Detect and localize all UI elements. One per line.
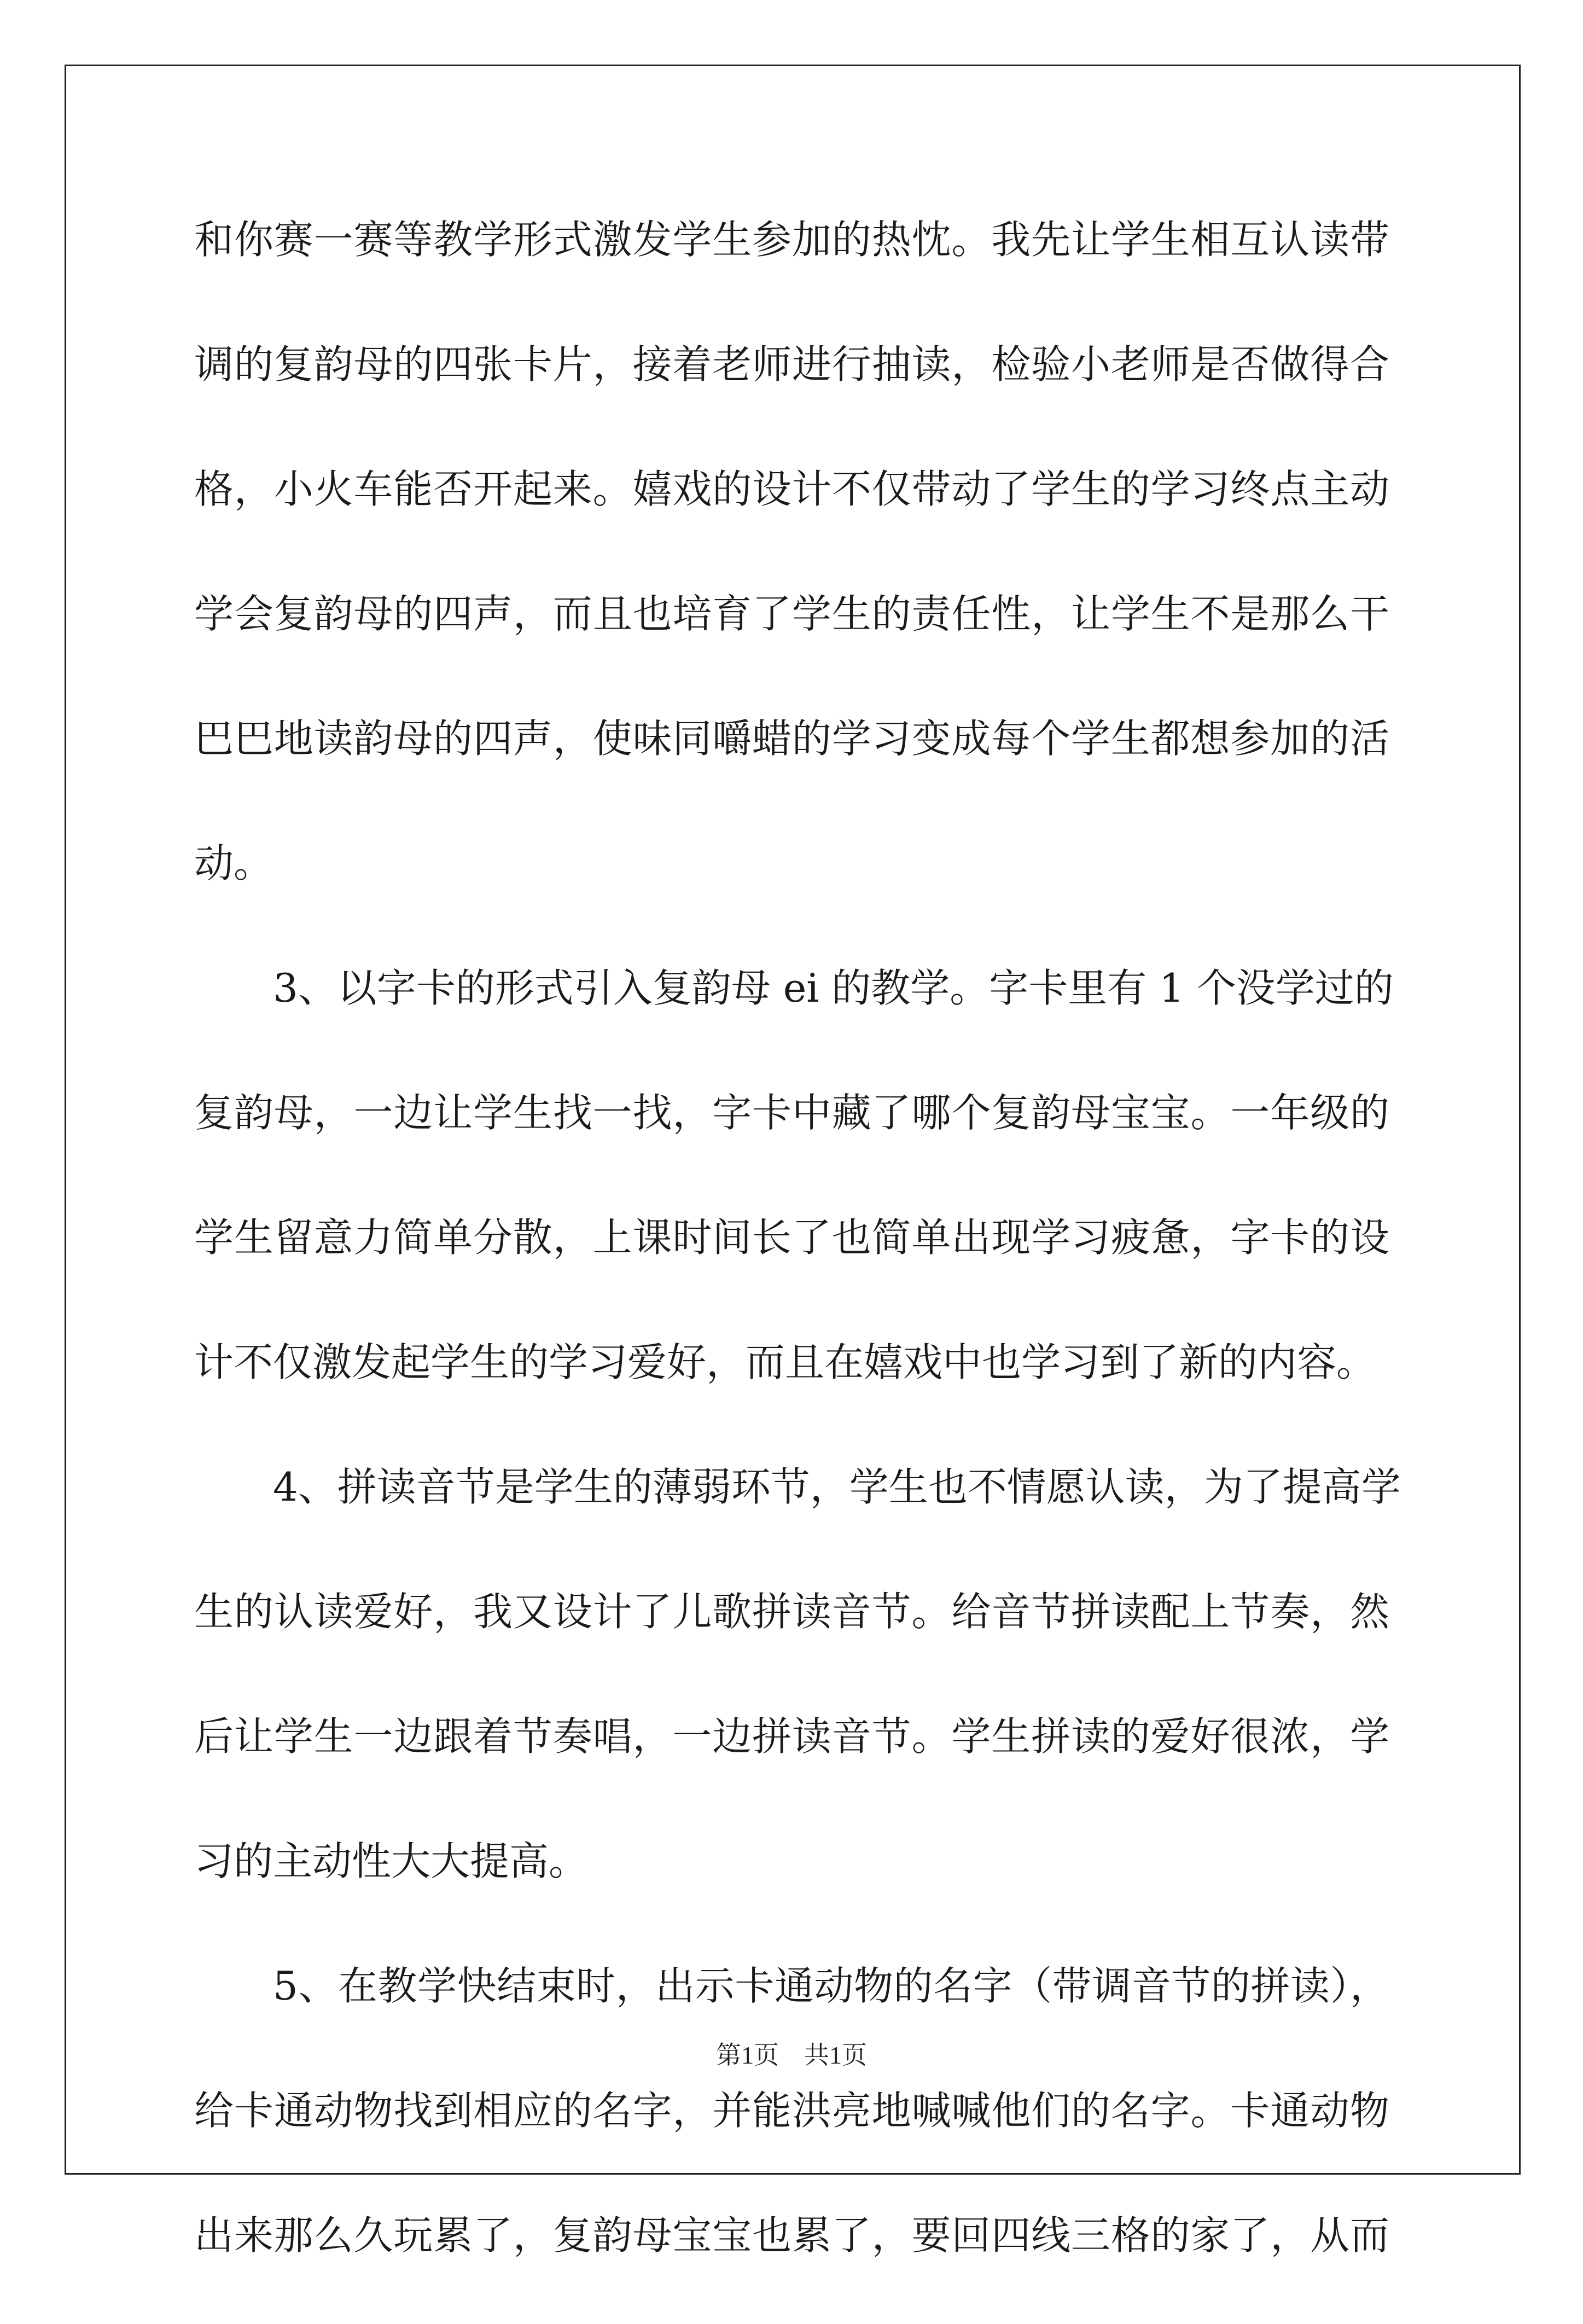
paragraph-4-line-3: 出来那么久玩累了，复韵母宝宝也累了，要回四线三格的家了，从而 xyxy=(194,2212,1389,2258)
paragraph-1-line-4: 学会复韵母的四声，而且也培育了学生的责任性，让学生不是那么干 xyxy=(194,591,1389,637)
paragraph-2-line-3: 学生留意力简单分散，上课时间长了也简单出现学习疲惫，字卡的设 xyxy=(194,1215,1389,1260)
paragraph-3-line-1: 4、拼读音节是学生的薄弱环节，学生也不情愿认读，为了提高学 xyxy=(273,1464,1401,1510)
paragraph-3-line-2: 生的认读爱好，我又设计了儿歌拼读音节。给音节拼读配上节奏，然 xyxy=(194,1589,1389,1635)
paragraph-2-line-2: 复韵母，一边让学生找一找，字卡中藏了哪个复韵母宝宝。一年级的 xyxy=(194,1090,1389,1136)
paragraph-3-line-3: 后让学生一边跟着节奏唱，一边拼读音节。学生拼读的爱好很浓，学 xyxy=(194,1713,1389,1759)
paragraph-4-line-1: 5、在教学快结束时，出示卡通动物的名字（带调音节的拼读）， xyxy=(273,1963,1389,2009)
paragraph-3-line-4: 习的主动性大大提高。 xyxy=(194,1838,589,1884)
paragraph-2-line-4: 计不仅激发起学生的学习爱好，而且在嬉戏中也学习到了新的内容。 xyxy=(194,1339,1376,1385)
paragraph-1-line-6: 动。 xyxy=(194,840,273,886)
paragraph-4-line-2: 给卡通动物找到相应的名字，并能洪亮地喊喊他们的名字。卡通动物 xyxy=(194,2088,1389,2134)
paragraph-1-line-3: 格，小火车能否开起来。嬉戏的设计不仅带动了学生的学习终点主动 xyxy=(194,466,1389,512)
paragraph-2-line-1: 3、以字卡的形式引入复韵母 ei 的教学。字卡里有 1 个没学过的 xyxy=(273,965,1394,1011)
paragraph-1-line-2: 调的复韵母的四张卡片，接着老师进行抽读，检验小老师是否做得合 xyxy=(194,341,1389,387)
page-number-footer: 第1页 共1页 xyxy=(716,2041,867,2069)
paragraph-1-line-5: 巴巴地读韵母的四声，使味同嚼蜡的学习变成每个学生都想参加的活 xyxy=(194,716,1389,762)
paragraph-1-line-1: 和你赛一赛等教学形式激发学生参加的热忱。我先让学生相互认读带 xyxy=(194,217,1389,263)
document-body xyxy=(194,204,1401,2324)
